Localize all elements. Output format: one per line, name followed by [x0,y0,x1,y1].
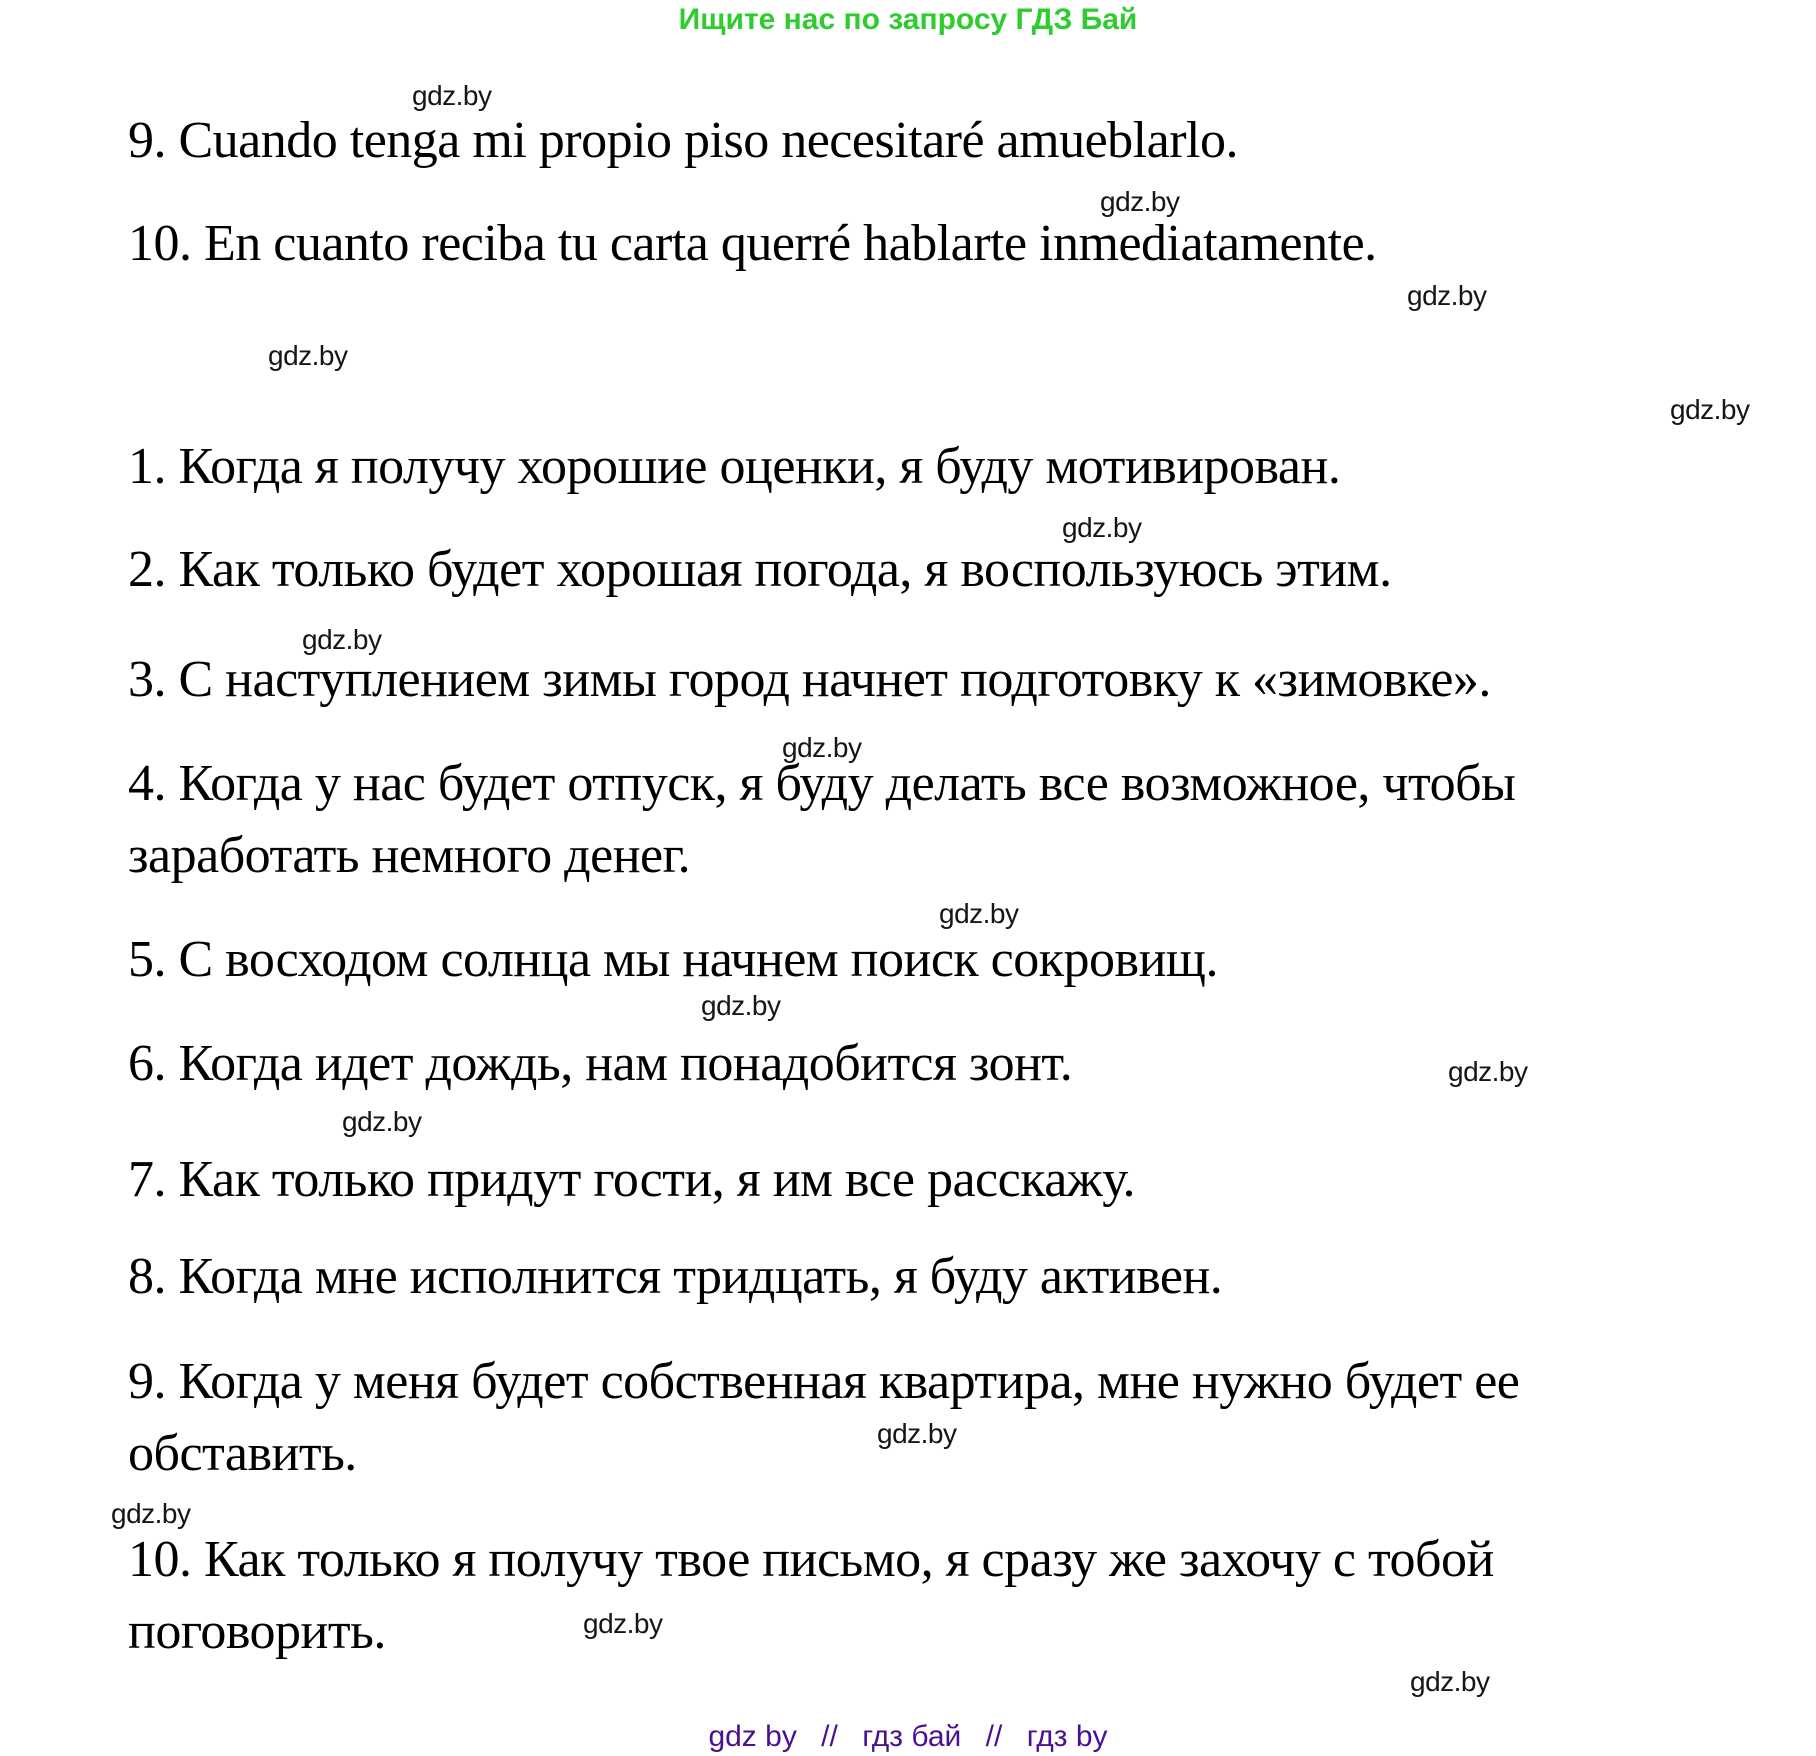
answer-russian-8: 8. Когда мне исполнится тридцать, я буду активен. [128,1248,1223,1305]
footer-link-gdz-bai[interactable]: гдз бай [862,1720,962,1753]
gdzby-watermark: gdz.by [412,80,492,111]
footer-site-links [0,1720,1816,1754]
answer-russian-1: 1. Когда я получу хорошие оценки, я буду мотивирован. [128,438,1341,495]
gdzby-watermark: gdz.by [268,340,348,371]
footer-link-gdz-by-cyr[interactable]: гдз by [1026,1720,1108,1753]
gdzby-watermark: gdz.by [782,732,862,763]
gdzby-watermark: gdz.by [583,1608,663,1639]
answer-spanish-10: 10. En cuanto reciba tu carta querré hablarte inmediatamente. [128,215,1377,272]
gdzby-watermark: gdz.by [1410,1666,1490,1697]
footer-link-gdz-by-latin[interactable]: gdz by [708,1720,797,1753]
gdzby-watermark: gdz.by [701,990,781,1021]
answer-russian-7: 7. Как только придут гости, я им все расскажу. [128,1151,1135,1208]
answer-spanish-9: 9. Cuando tenga mi propio piso necesitaré amueblarlo. [128,112,1238,169]
answer-russian-2: 2. Как только будет хорошая погода, я воспользуюсь этим. [128,541,1392,598]
gdzby-watermark: gdz.by [877,1418,957,1449]
gdzby-watermark: gdz.by [302,624,382,655]
gdzby-watermark: gdz.by [1670,394,1750,425]
answer-russian-10: 10. Как только я получу твое письмо, я сразу же захочу с тобой поговорить. [128,1531,1494,1660]
gdzby-watermark: gdz.by [111,1498,191,1529]
gdzby-watermark: gdz.by [939,898,1019,929]
answer-russian-5: 5. С восходом солнца мы начнем поиск сокровищ. [128,931,1218,988]
answer-russian-3: 3. С наступлением зимы город начнет подготовку к «зимовке». [128,651,1491,708]
footer-separator: // [821,1720,838,1753]
answer-russian-9: 9. Когда у меня будет собственная квартира, мне нужно будет ее обставить. [128,1353,1520,1482]
answer-russian-6: 6. Когда идет дождь, нам понадобится зонт. [128,1035,1073,1092]
footer-separator: // [985,1720,1003,1753]
gdzby-watermark: gdz.by [342,1106,422,1137]
gdzby-watermark: gdz.by [1407,280,1487,311]
gdzby-watermark: gdz.by [1100,186,1180,217]
promo-banner-text: Ищите нас по запросу ГДЗ Бай [678,3,1138,36]
gdzby-watermark: gdz.by [1448,1056,1528,1087]
gdzby-watermark: gdz.by [1062,512,1142,543]
answer-russian-4: 4. Когда у нас будет отпуск, я буду делать все возможное, чтобы заработать немного денег. [128,755,1516,884]
